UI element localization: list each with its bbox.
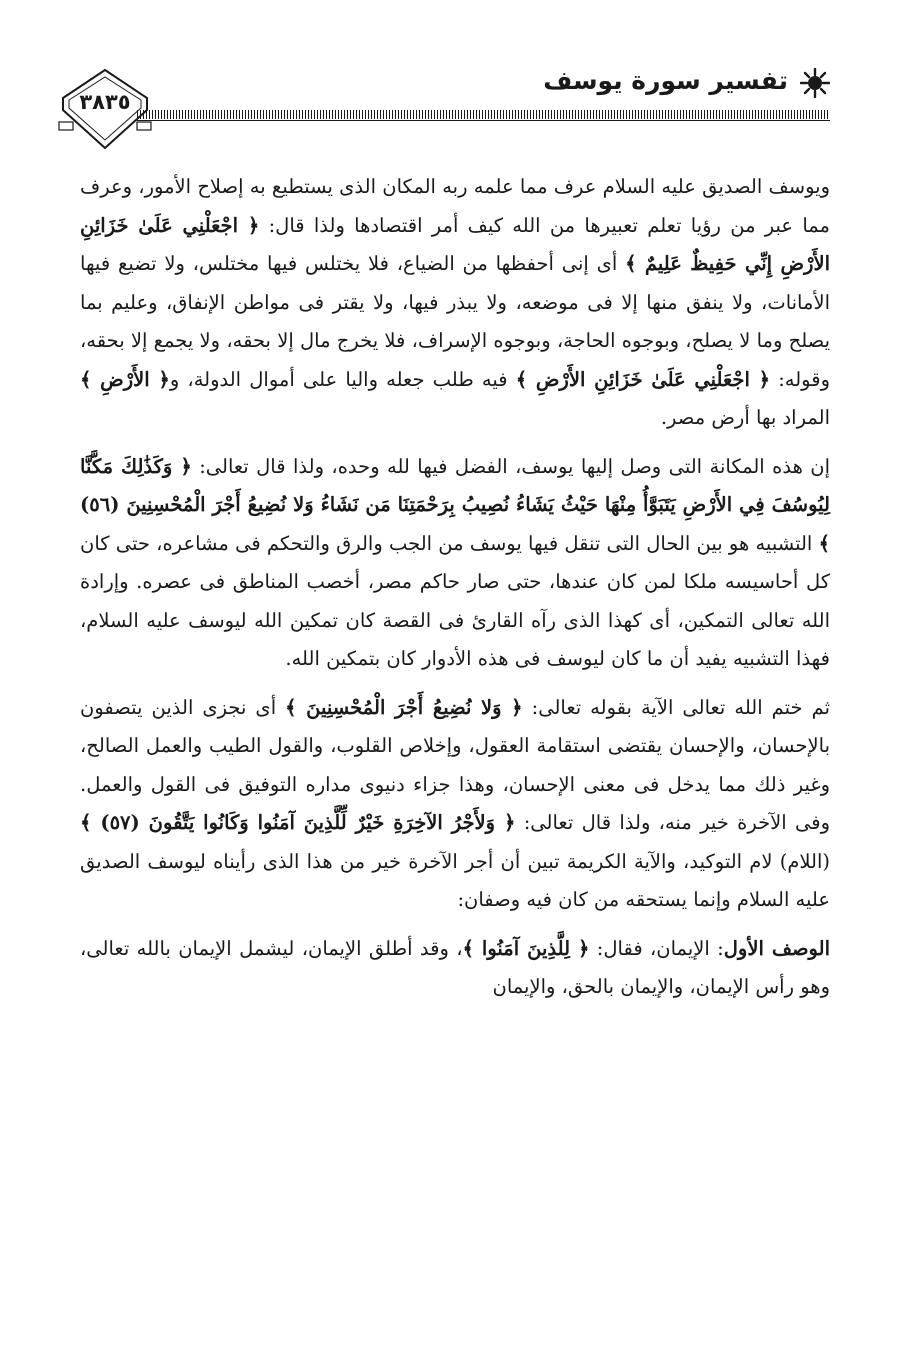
tafsir-body bbox=[80, 168, 830, 1017]
body-text-segment: ، وقد أطلق الإيمان، ليشمل الإيمان بالله تعالى، وهو رأس الإيمان، والإيمان بالحق، والإيمان bbox=[80, 936, 830, 998]
body-text-segment: ثم ختم الله تعالى الآية بقوله تعالى: bbox=[522, 695, 830, 719]
section-term: الوصف الأول bbox=[723, 936, 830, 960]
surah-title: تفسير سورة يوسف bbox=[543, 66, 788, 95]
quran-verse: ﴿ اجْعَلْنِي عَلَىٰ خَزَائِنِ الأَرْضِ ﴾ bbox=[515, 367, 771, 391]
body-text-segment: إن هذه المكانة التى وصل إليها يوسف، الفضل فيها لله وحده، ولذا قال تعالى: bbox=[191, 454, 831, 478]
body-text-segment: أى نجزى الذين يتصفون بالإحسان، والإحسان يقتضى استقامة العقول، وإخلاص القلوب، والقول الطيب والعمل الصالح، وغير ذلك مما يدخل فى معنى الإحسان، وهذا جزاء دنيوى مداره التوفيق فى القول والعمل. وفى الآخرة خير منه، ولذا قال تعالى: bbox=[80, 695, 830, 834]
paragraph bbox=[80, 689, 830, 920]
quran-verse: ﴿ لِلَّذِينَ آمَنُوا ﴾ bbox=[462, 936, 590, 960]
body-text-segment: المراد بها أرض مصر. bbox=[660, 406, 830, 429]
quran-verse: ﴿ الأَرْضِ ﴾ bbox=[80, 367, 170, 391]
paragraph bbox=[80, 930, 830, 1007]
page-number: ٣٨٣٥ bbox=[79, 90, 131, 114]
body-text-segment: (اللام) لام التوكيد، والآية الكريمة تبين أن أجر الآخرة خير من هذا الذى رأيناه ليوسف الصديق عليه السلام وإنما يستحقه من كان فيه وصفان: bbox=[80, 849, 830, 911]
body-text-segment: : الإيمان، فقال: bbox=[589, 936, 724, 960]
quran-verse: ﴿ وَلا نُضِيعُ أَجْرَ الْمُحْسِنِينَ ﴾ bbox=[285, 695, 523, 719]
body-text-segment: التشبيه هو بين الحال التى تنقل فيها يوسف من الجب والرق والتحكم فى مشاعره، حتى كان كل أحاسيسه ملكا لمن كان عندها، حتى صار حاكم مصر، أخصب المناطق فى عصره. وإرادة الله تعالى التمكين، أى كهذا الذى رآه القارئ فى القصة كان تمكين الله ليوسف عليه السلام، فهذا التشبيه يفيد أن ما كان ليوسف فى هذه الأدوار كان بتمكين الله. bbox=[80, 531, 830, 670]
decorative-flower-icon bbox=[800, 68, 830, 98]
header-rule-line bbox=[137, 120, 830, 121]
quran-verse: ﴿ وَلأَجْرُ الآخِرَةِ خَيْرٌ لِّلَّذِينَ آمَنُوا وَكَانُوا يَتَّقُونَ (٥٧) ﴾ bbox=[80, 811, 516, 834]
body-text-segment: ويوسف الصديق عليه السلام عرف مما علمه ربه المكان الذى يستطيع به إصلاح الأمور، وعرف مما عبر من رؤيا تعلم تعبيرها من الله كيف أمر اقتصادها ولذا قال: bbox=[80, 175, 830, 237]
quran-verse: ﴿ وَكَذَٰلِكَ مَكَّنَّا لِيُوسُفَ فِي الأَرْضِ يَتَبَوَّأُ مِنْهَا حَيْثُ يَشَاءُ نُصِيبُ بِرَحْمَتِنَا مَن نَشَاءُ وَلا نُضِيعُ أَجْرَ الْمُحْسِنِينَ (٥٦) ﴾ bbox=[80, 454, 830, 555]
paragraph bbox=[80, 168, 830, 438]
body-text-segment: أى إنى أحفظها من الضياع، فلا يختلس فيها مختلس، ولا تضيع فيها الأمانات، ولا ينفق منها إلا فى موضعه، ولا يبذر فيها، ولا يقتر فى مواطن الإنفاق، وعليم بما يصلح وما لا يصلح، وبوجوه الحاجة، وبوجوه الإسراف، فلا يخرج مال إلا بحقه، ولا يجمع إلا بحقه، وقوله: bbox=[80, 252, 830, 391]
header-rule bbox=[137, 110, 830, 119]
quran-verse: ﴿ اجْعَلْنِي عَلَىٰ خَزَائِنِ الأَرْضِ إِنِّي حَفِيظٌ عَلِيمٌ ﴾ bbox=[80, 213, 831, 275]
body-text-segment: فيه طلب جعله واليا على أموال الدولة، و bbox=[169, 367, 516, 391]
paragraph bbox=[80, 448, 830, 679]
page-header bbox=[55, 60, 830, 155]
